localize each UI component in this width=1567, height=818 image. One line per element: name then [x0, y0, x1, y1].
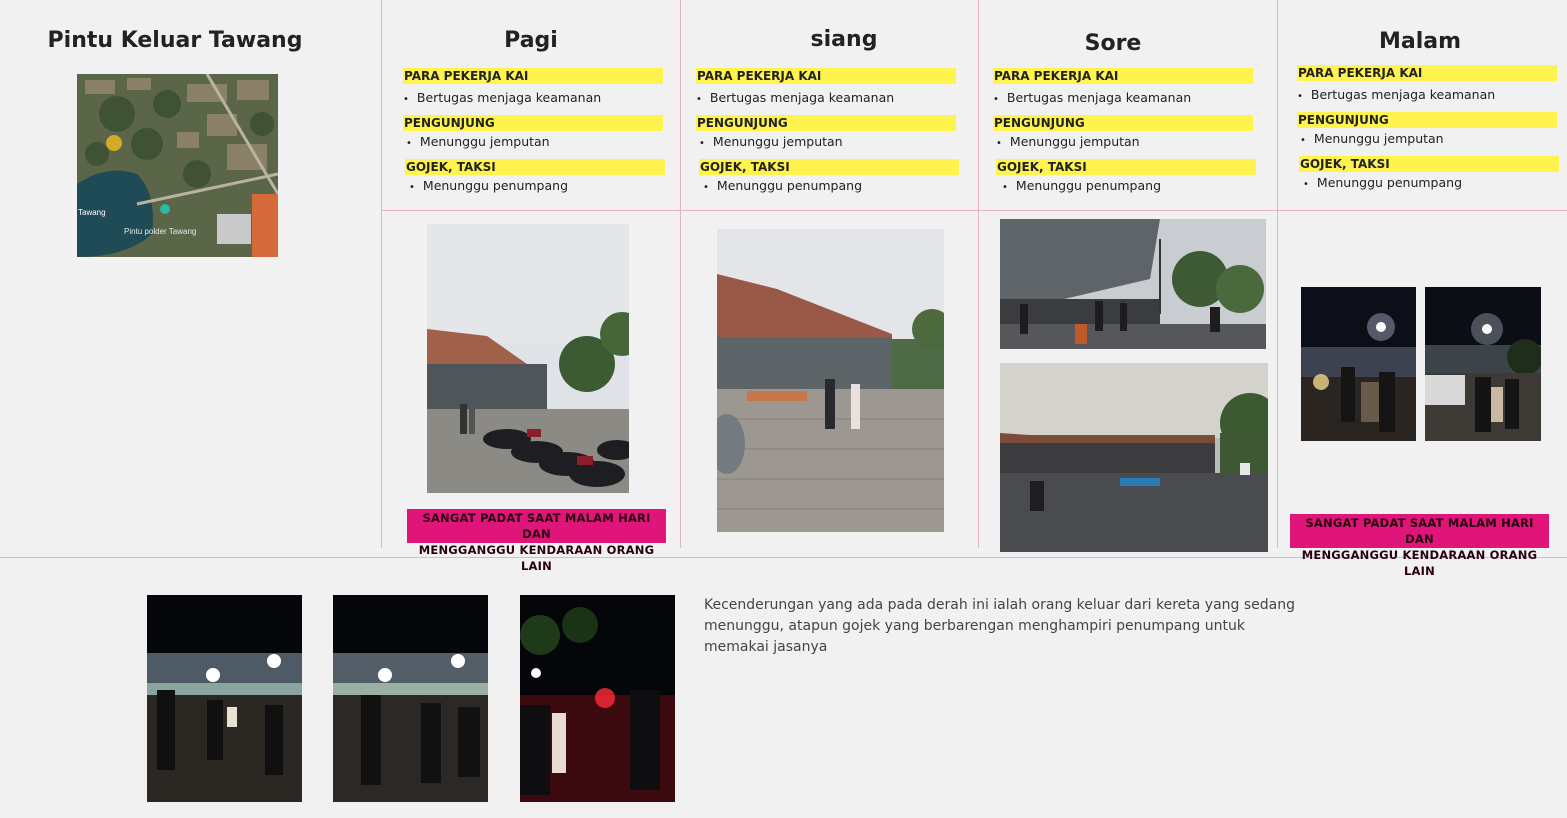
list-item: • Bertugas menjaga keamanan: [993, 90, 1192, 105]
alert-badge-line: SANGAT PADAT SAAT MALAM HARI DAN: [422, 511, 651, 541]
bullet-icon: •: [996, 138, 1002, 149]
bullet-icon: •: [993, 94, 999, 105]
bullet-icon: •: [409, 182, 415, 193]
category-label: PENGUNJUNG: [696, 115, 956, 131]
list-item: • Bertugas menjaga keamanan: [696, 90, 895, 105]
map-label-polder: Pintu polder Tawang: [124, 227, 197, 236]
category-label: PENGUNJUNG: [403, 115, 663, 131]
column-divider: [978, 0, 979, 548]
alert-badge-line: MENGGANGGU KENDARAAN ORANG LAIN: [418, 543, 655, 573]
photo-sore-1: [1000, 219, 1266, 349]
alert-badge-line: SANGAT PADAT SAAT MALAM HARI DAN: [1305, 516, 1534, 546]
list-item: • Menunggu jemputan: [699, 134, 843, 149]
photo-malam-1: [1301, 287, 1416, 441]
bullet-icon: •: [696, 94, 702, 105]
photo-malam-2: [1425, 287, 1541, 441]
category-label: PARA PEKERJA KAI: [993, 68, 1253, 84]
category-label: PENGUNJUNG: [1297, 112, 1557, 128]
category-label: PARA PEKERJA KAI: [403, 68, 663, 84]
list-item: • Bertugas menjaga keamanan: [1297, 87, 1496, 102]
photo-night-3: [520, 595, 675, 802]
photo-siang: [717, 229, 944, 532]
bullet-icon: •: [703, 182, 709, 193]
column-divider: [381, 0, 382, 548]
column-title-sore: Sore: [1084, 31, 1142, 56]
list-item: • Menunggu penumpang: [1303, 175, 1463, 190]
category-label: GOJEK, TAKSI: [1299, 156, 1559, 172]
alert-badge-line: MENGGANGGU KENDARAAN ORANG LAIN: [1301, 548, 1538, 578]
column-divider: [1277, 0, 1278, 548]
column-title-pagi: Pagi: [504, 28, 558, 53]
category-label: PARA PEKERJA KAI: [1297, 65, 1557, 81]
row-divider: [381, 210, 1567, 211]
photo-sore-2: [1000, 363, 1268, 552]
alert-badge: [1290, 514, 1549, 578]
photo-night-2: [333, 595, 488, 802]
location-map: [77, 74, 278, 257]
location-title: Pintu Keluar Tawang: [47, 28, 303, 53]
bullet-icon: •: [1297, 91, 1303, 102]
photo-pagi: [427, 224, 629, 493]
bullet-icon: •: [1300, 135, 1306, 146]
list-item: • Bertugas menjaga keamanan: [403, 90, 602, 105]
category-label: GOJEK, TAKSI: [996, 159, 1256, 175]
list-item: • Menunggu jemputan: [996, 134, 1140, 149]
list-item: • Menunggu penumpang: [703, 178, 863, 193]
observation-paragraph: Kecenderungan yang ada pada derah ini ialah orang keluar dari kereta yang sedang menunggu, atapun gojek yang berbarengan menghampiri penumpang untuk memakai jasanya: [704, 597, 1295, 655]
category-label: PENGUNJUNG: [993, 115, 1253, 131]
bullet-icon: •: [1303, 179, 1309, 190]
alert-badge: [407, 509, 666, 573]
category-label: PARA PEKERJA KAI: [696, 68, 956, 84]
list-item: • Menunggu penumpang: [409, 178, 569, 193]
list-item: • Menunggu jemputan: [406, 134, 550, 149]
photo-night-1: [147, 595, 302, 802]
column-divider: [680, 0, 681, 548]
bullet-icon: •: [406, 138, 412, 149]
column-title-malam: Malam: [1378, 29, 1462, 54]
list-item: • Menunggu jemputan: [1300, 131, 1444, 146]
list-item: • Menunggu penumpang: [1002, 178, 1162, 193]
column-title-siang: siang: [810, 27, 878, 52]
category-label: GOJEK, TAKSI: [699, 159, 959, 175]
bullet-icon: •: [403, 94, 409, 105]
map-label-tawang: Tawang: [78, 208, 106, 217]
bullet-icon: •: [1002, 182, 1008, 193]
bullet-icon: •: [699, 138, 705, 149]
category-label: GOJEK, TAKSI: [405, 159, 665, 175]
